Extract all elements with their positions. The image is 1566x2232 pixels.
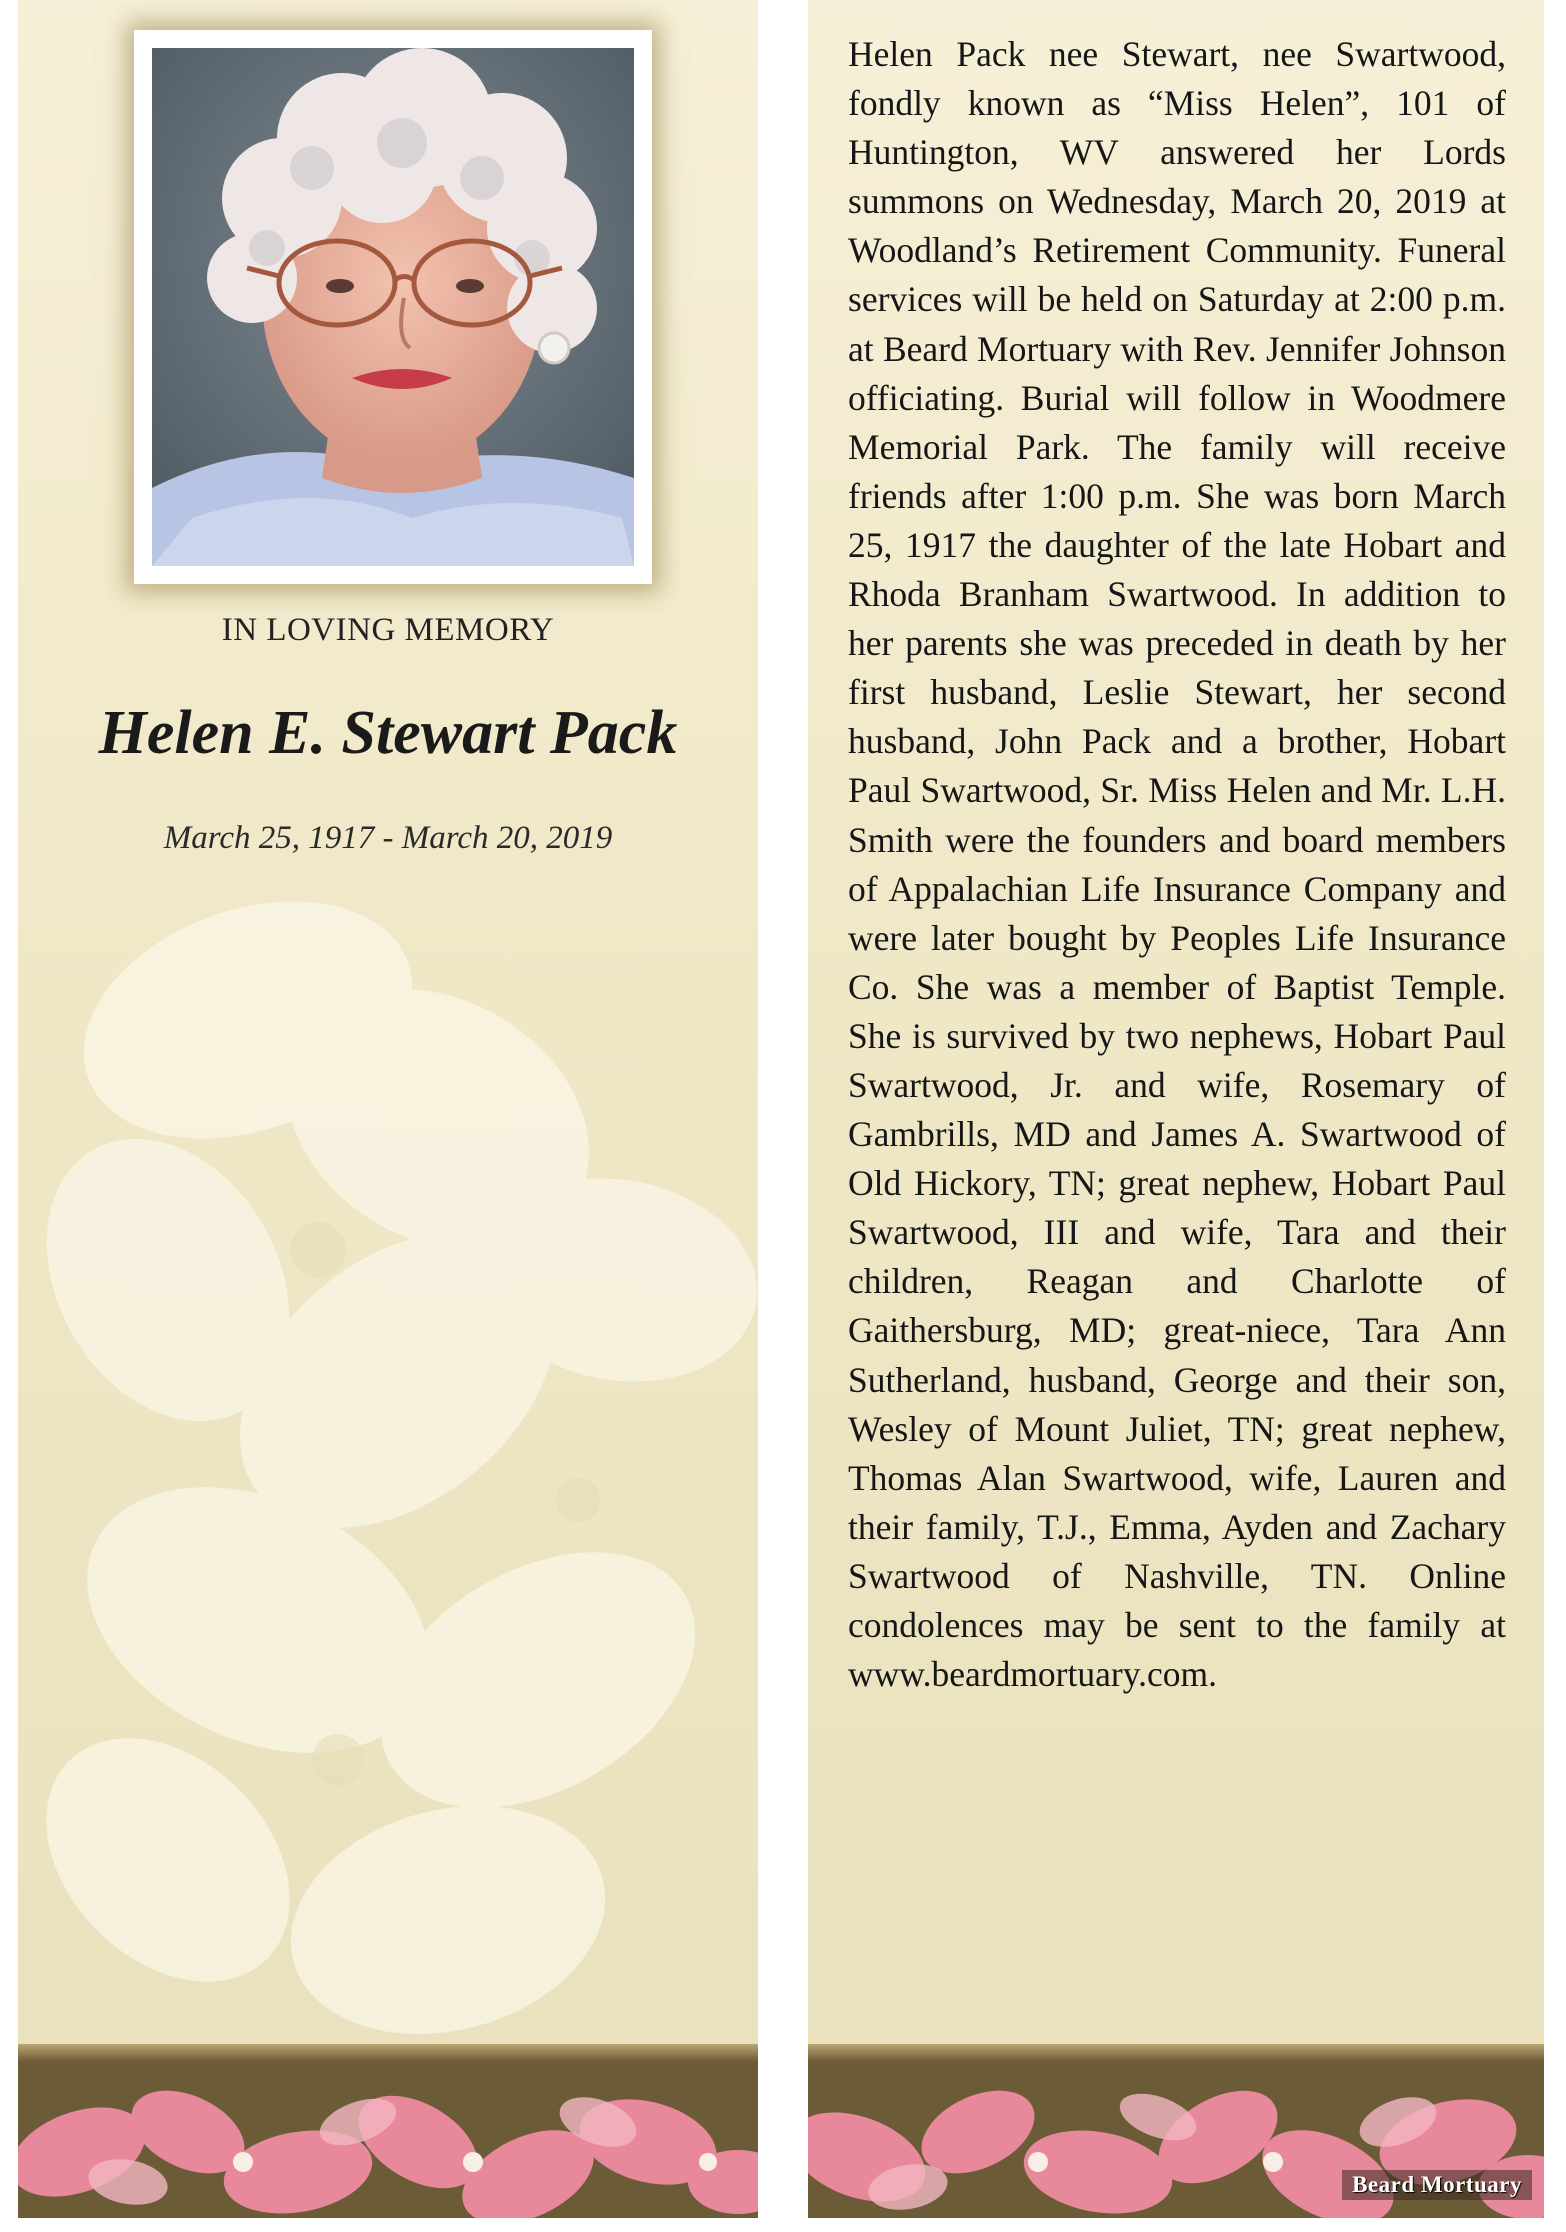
photo-frame (134, 30, 652, 584)
band-stripe (808, 2044, 1544, 2062)
floral-border-band (808, 2044, 1544, 2218)
bookmark-back (808, 0, 1544, 2218)
deceased-name: Helen E. Stewart Pack (98, 699, 678, 767)
bookmark-front (18, 0, 758, 2218)
band-stripe (18, 2044, 758, 2062)
memory-heading: IN LOVING MEMORY (221, 612, 555, 648)
pink-flowers-image (18, 2062, 758, 2218)
life-dates: March 25, 1917 - March 20, 2019 (163, 820, 613, 856)
floral-border-band (18, 2044, 758, 2218)
floral-background (18, 860, 758, 2060)
mortuary-logo: Beard Mortuary (1342, 2170, 1532, 2200)
obituary-text: Helen Pack nee Stewart, nee Swartwood, fondly known as “Miss Helen”, 101 of Huntington, WV answered her Lords summons on Wednesday, March 20, 2019 at Woodland’s Retirement Community. Funeral services will be held on Saturday at 2:00 p.m. at Beard Mortuary with Rev. Jennifer Johnson officiating. Burial will follow in Woodmere Memorial Park. The family will receive friends after 1:00 p.m. She was born March 25, 1917 the daughter of the late Hobart and Rhoda Branham Swartwood. In addition to her parents she was preceded in death by her first husband, Leslie Stewart, her second husband, John Pack and a brother, Hobart Paul Swartwood, Sr. Miss Helen and Mr. L.H. Smith were the founders and board members of Appalachian Life Insurance Company and were later bought by Peoples Life Insurance Co. She was a member of Baptist Temple. She is survived by two nephews, Hobart Paul Swartwood, Jr. and wife, Rosemary of Gambrills, MD and James A. Swartwood of Old Hickory, TN; great nephew, Hobart Paul Swartwood, III and wife, Tara and their children, Reagan and Charlotte of Gaithersburg, MD; great-niece, Tara Ann Sutherland, husband, George and their son, Wesley of Mount Juliet, TN; great nephew, Thomas Alan Swartwood, wife, Lauren and their family, T.J., Emma, Ayden and Zachary Swartwood of Nashville, TN. Online condolences may be sent to the family at www.beardmortuary.com. (848, 34, 1506, 1695)
portrait-photo (152, 48, 634, 566)
